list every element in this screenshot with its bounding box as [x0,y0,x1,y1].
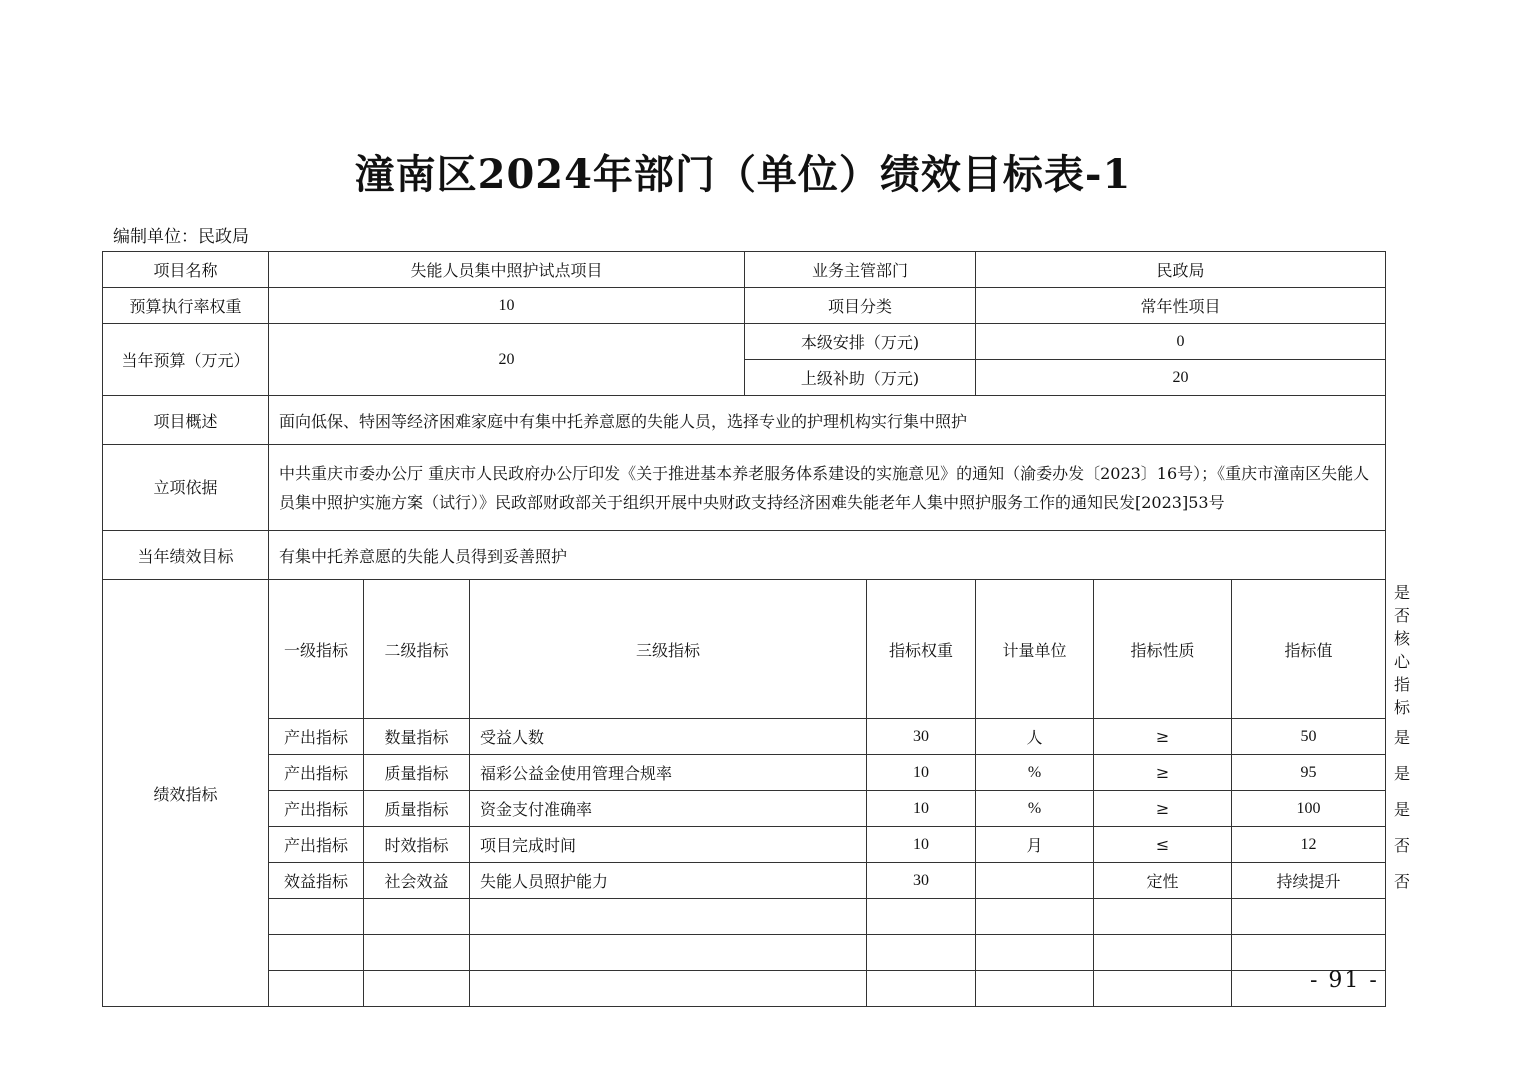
basis-label: 立项依据 [103,445,269,531]
compiler-unit: 编制单位：民政局 [113,227,249,247]
cell-level2: 质量指标 [364,755,470,791]
dept-label: 业务主管部门 [745,252,976,288]
local-label: 本级安排（万元) [745,324,976,360]
header-level1: 一级指标 [269,580,364,719]
cell-unit: % [976,791,1094,827]
table-row: 产出指标 数量指标 受益人数 30 人 ≥ 50 是 [103,719,1386,755]
cell-weight: 30 [867,719,976,755]
budget-label: 当年预算（万元） [103,324,269,396]
cell-level2: 数量指标 [364,719,470,755]
cell-value: 50 [1232,719,1386,755]
cell-value: 95 [1232,755,1386,791]
performance-table: 项目名称 失能人员集中照护试点项目 业务主管部门 民政局 预算执行率权重 10 项目分类 常年性项目 当年预算（万元） 20 本级安排（万元) 0 上级补助（万元) 20 项目概述 面向低保、特困等经济困难家庭中有集中托养意愿的失能人员，选择专业的护理机构实行集中照护 立项依据 中共重庆市委办公厅 重庆市人民政府办公厅印发《关于推进基本养老服务体系建设的实施意见》的通知（渝委办发〔2023〕16号）；《重庆市潼南区失能人员集中照护实施方案（试行）》民政部财政部关于组织开展中央财政支持经济困难失能老年人集中照护服务工作的通知民发[2023]53号 当年绩效目标 有集中托养意愿的失能人员得到妥善照护 绩效指标 一级指标 二级指标 三级指标 指标权重 计量单位 指标性质 指标值 是否核心指标 产出指标 数量指标 受益人数 30 人 ≥ 50 是 产出指标 质量指标 福彩公益金使用管理合规率 10 % ≥ 95 是 产出指标 质量指标 资金支付准确率 10 % ≥ 100 是 产出指标 时效指标 项目完成时间 10 月 ≤ 12 否 效益指标 社会效益 失能人员照护能力 30 定性 持续提升 否 [102,251,1386,1007]
cell-weight: 30 [867,863,976,899]
table-row-empty [103,935,1386,971]
cell-weight: 10 [867,791,976,827]
cell-nature: 定性 [1094,863,1232,899]
category-value: 常年性项目 [976,288,1386,324]
upper-value: 20 [976,360,1386,396]
cell-unit: 月 [976,827,1094,863]
header-weight: 指标权重 [867,580,976,719]
cell-nature: ≥ [1094,719,1232,755]
header-nature: 指标性质 [1094,580,1232,719]
cell-weight: 10 [867,827,976,863]
cell-level3: 受益人数 [470,719,867,755]
cell-value: 12 [1232,827,1386,863]
local-value: 0 [976,324,1386,360]
cell-level1: 产出指标 [269,755,364,791]
cell-level1: 产出指标 [269,791,364,827]
cell-value: 100 [1232,791,1386,827]
project-name: 失能人员集中照护试点项目 [269,252,745,288]
overview-value: 面向低保、特困等经济困难家庭中有集中托养意愿的失能人员，选择专业的护理机构实行集中照护 [269,396,1386,445]
table-row: 产出指标 时效指标 项目完成时间 10 月 ≤ 12 否 [103,827,1386,863]
cell-level1: 产出指标 [269,827,364,863]
cell-value: 持续提升 [1232,863,1386,899]
cell-level3: 失能人员照护能力 [470,863,867,899]
goal-label: 当年绩效目标 [103,531,269,580]
cell-unit: % [976,755,1094,791]
cell-level1: 效益指标 [269,863,364,899]
table-row: 产出指标 质量指标 资金支付准确率 10 % ≥ 100 是 [103,791,1386,827]
cell-level1: 产出指标 [269,719,364,755]
project-name-label: 项目名称 [103,252,269,288]
upper-label: 上级补助（万元) [745,360,976,396]
table-row-empty [103,971,1386,1007]
cell-unit [976,863,1094,899]
overview-label: 项目概述 [103,396,269,445]
header-level2: 二级指标 [364,580,470,719]
indicator-label: 绩效指标 [103,580,269,1007]
weight-label: 预算执行率权重 [103,288,269,324]
header-value: 指标值 [1232,580,1386,719]
cell-weight: 10 [867,755,976,791]
cell-unit: 人 [976,719,1094,755]
page-number: - 91 - [1310,968,1379,993]
cell-level2: 时效指标 [364,827,470,863]
budget-value: 20 [269,324,745,396]
table-row: 产出指标 质量指标 福彩公益金使用管理合规率 10 % ≥ 95 是 [103,755,1386,791]
goal-value: 有集中托养意愿的失能人员得到妥善照护 [269,531,1386,580]
weight-value: 10 [269,288,745,324]
page-title: 潼南区2024年部门（单位）绩效目标表-1 [354,151,1132,198]
cell-level3: 福彩公益金使用管理合规率 [470,755,867,791]
cell-level2: 质量指标 [364,791,470,827]
cell-level2: 社会效益 [364,863,470,899]
cell-nature: ≥ [1094,791,1232,827]
cell-level3: 资金支付准确率 [470,791,867,827]
cell-nature: ≥ [1094,755,1232,791]
dept-value: 民政局 [976,252,1386,288]
header-unit: 计量单位 [976,580,1094,719]
table-row: 效益指标 社会效益 失能人员照护能力 30 定性 持续提升 否 [103,863,1386,899]
cell-level3: 项目完成时间 [470,827,867,863]
header-level3: 三级指标 [470,580,867,719]
table-row-empty [103,899,1386,935]
basis-value: 中共重庆市委办公厅 重庆市人民政府办公厅印发《关于推进基本养老服务体系建设的实施意见》的通知（渝委办发〔2023〕16号）；《重庆市潼南区失能人员集中照护实施方案（试行）》民政部财政部关于组织开展中央财政支持经济困难失能老年人集中照护服务工作的通知民发[2023]53号 [269,445,1386,531]
category-label: 项目分类 [745,288,976,324]
cell-nature: ≤ [1094,827,1232,863]
